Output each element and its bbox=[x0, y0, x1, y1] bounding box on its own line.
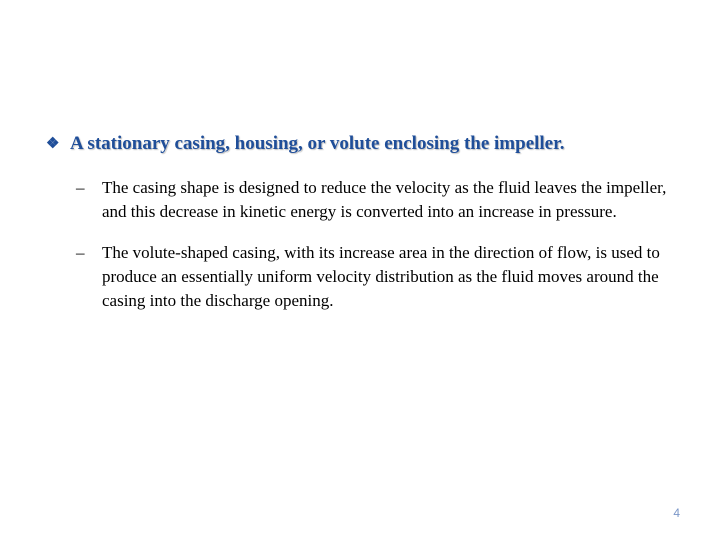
slide-heading bbox=[46, 131, 686, 157]
diamond-bullet-icon: ❖ bbox=[46, 136, 60, 152]
list-item bbox=[76, 176, 686, 224]
dash-marker: – bbox=[76, 243, 85, 262]
bullet-list bbox=[76, 176, 686, 330]
bullet-text: The casing shape is designed to reduce the velocity as the fluid leaves the impeller, and this decrease in kinetic energy is converted into an increase in pressure. bbox=[102, 178, 667, 221]
list-item bbox=[76, 241, 686, 313]
bullet-text: The volute-shaped casing, with its increase area in the direction of flow, is used to produce an essentially uniform velocity distribution as the fluid moves around the casing into the discharge opening. bbox=[102, 243, 660, 310]
heading-text: A stationary casing, housing, or volute enclosing the impeller. bbox=[70, 133, 565, 154]
dash-marker: – bbox=[76, 178, 85, 197]
page-number: 4 bbox=[673, 506, 680, 520]
